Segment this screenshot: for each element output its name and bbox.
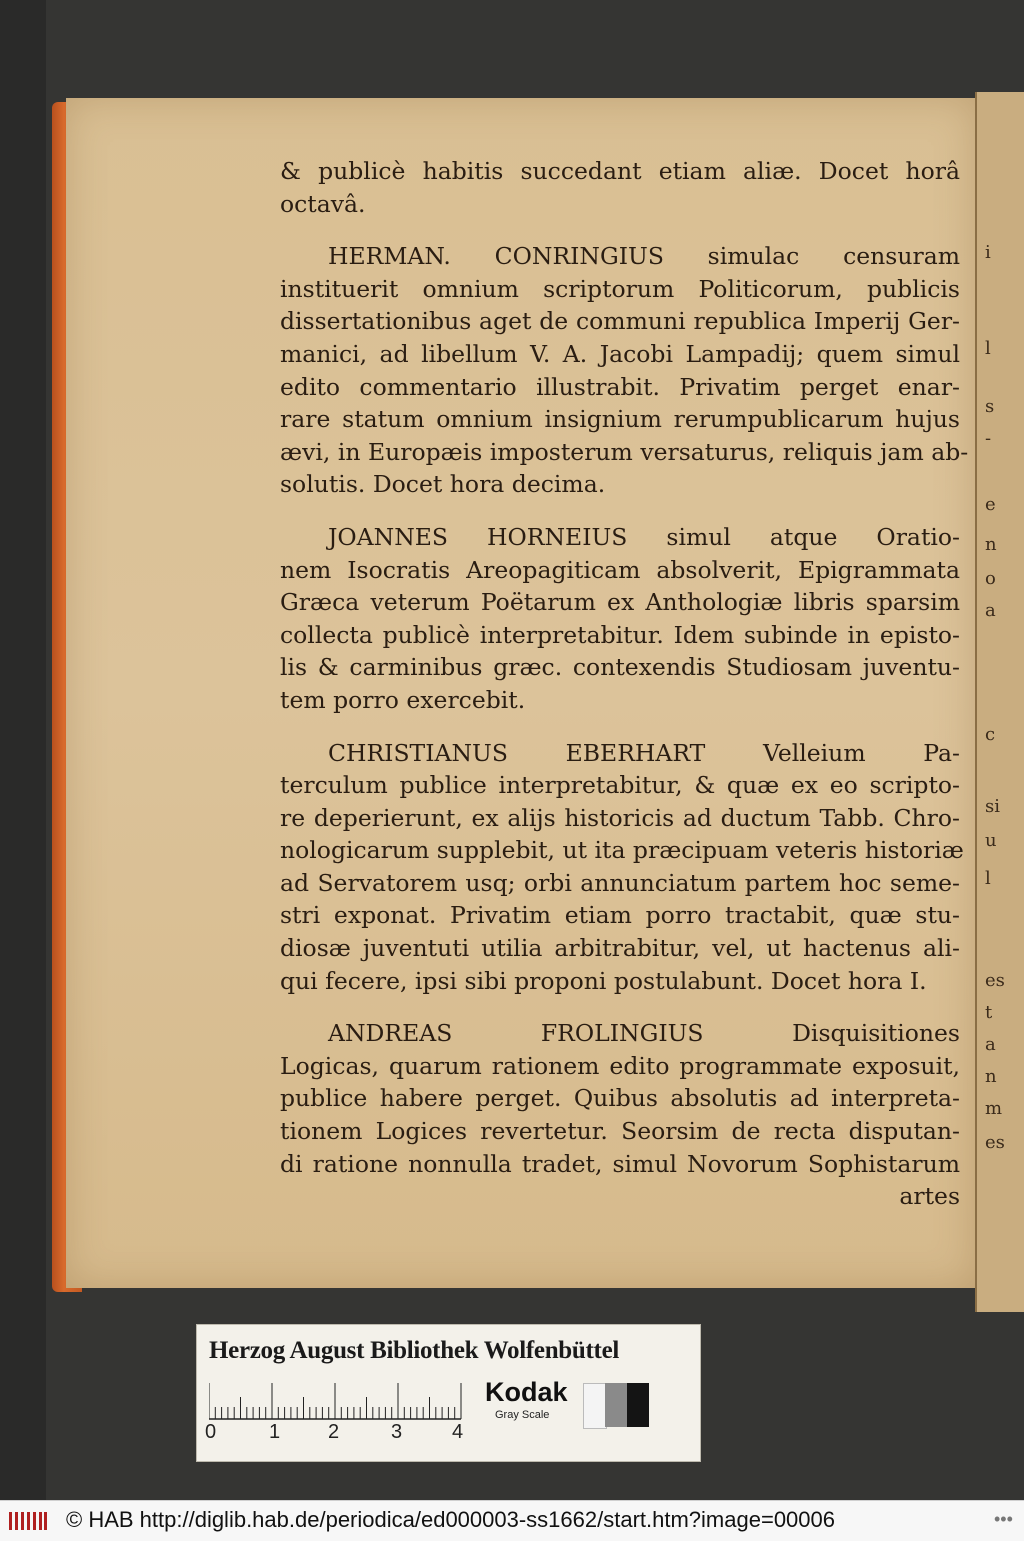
facing-page-fragment: l: [985, 868, 991, 889]
text-line: nologicarum supplebit, ut ita præcipuam veteris historiæ: [280, 836, 964, 865]
facing-page-fragment: -: [985, 428, 992, 449]
facing-page-fragment: o: [985, 568, 996, 589]
gray-swatch-black: [627, 1383, 649, 1427]
kodak-logo: Kodak: [485, 1377, 568, 1407]
facing-page-fragment: es: [985, 1132, 1005, 1153]
ruler-scale: [209, 1379, 471, 1427]
catchword: artes: [899, 1182, 960, 1211]
text-line: dissertationibus aget de communi republica Imperij Ger-: [280, 307, 960, 336]
text-line-heading: ANDREAS FROLINGIUS Disquisitiones: [328, 1019, 960, 1048]
hab-logo-icon: [8, 1510, 48, 1532]
text-line: lis & carminibus græc. contexendis Studiosam juventu-: [280, 653, 960, 682]
text-line: re deperierunt, ex alijs historicis ad ductum Tabb. Chro-: [280, 803, 960, 832]
library-name: Herzog August Bibliothek Wolfenbüttel: [209, 1337, 620, 1364]
gray-swatch-mid: [605, 1383, 627, 1427]
text-line: stri exponat. Privatim etiam porro tractabit, quæ stu-: [280, 901, 960, 930]
facing-page-fragment: n: [985, 534, 997, 555]
facing-page-fragment: s: [985, 396, 995, 417]
text-line: Græca veterum Poëtarum ex Anthologiæ libris sparsim: [280, 588, 960, 617]
facing-page-edge: [975, 92, 1024, 1312]
facing-page-fragment: si: [985, 796, 1000, 817]
text-line: solutis. Docet hora decima.: [280, 470, 606, 499]
text-line: octavâ.: [280, 189, 366, 218]
facing-page-fragment: c: [985, 724, 996, 745]
scale-digit: 4: [452, 1421, 464, 1443]
text-line: diosæ juventuti utilia arbitrabitur, vel, ut hactenus ali-: [280, 934, 960, 963]
facing-page-fragment: a: [985, 600, 996, 621]
facing-page-fragment: m: [985, 1098, 1003, 1119]
scale-digit: 1: [269, 1421, 281, 1443]
text-line: tionem Logices revertetur. Seorsim de recta disputan-: [280, 1117, 960, 1146]
gray-swatch-white: [583, 1383, 607, 1429]
text-line: terculum publice interpretabitur, & quæ ex eo scripto-: [280, 771, 960, 800]
text-line: & publicè habitis succedant etiam aliæ. Docet horâ: [280, 157, 960, 185]
facing-page-fragment: l: [985, 338, 991, 359]
text-line: nem Isocratis Areopagiticam absolverit, Epigrammata: [280, 555, 960, 584]
scale-digit: 3: [391, 1421, 403, 1443]
facing-page-fragment: u: [985, 830, 997, 851]
copyright-url[interactable]: © HAB http://diglib.hab.de/periodica/ed000003-ss1662/start.htm?image=00006: [66, 1507, 835, 1532]
library-label-card: [196, 1324, 701, 1462]
facing-page-fragment: e: [985, 494, 996, 515]
text-line: manici, ad libellum V. A. Jacobi Lampadij; quem simul: [280, 339, 960, 368]
text-line: publice habere perget. Quibus absolutis ad interpreta-: [280, 1084, 960, 1113]
text-line: tem porro exercebit.: [280, 685, 526, 714]
text-line-heading: HERMAN. CONRINGIUS simulac censuram: [328, 242, 960, 271]
facing-page-fragment: a: [985, 1034, 996, 1055]
page-text: [280, 155, 969, 1213]
text-line: qui fecere, ipsi sibi proponi postulabunt. Docet hora I.: [280, 966, 927, 995]
facing-page-fragment: n: [985, 1066, 997, 1087]
text-line-heading: JOANNES HORNEIUS simul atque Oratio-: [328, 522, 960, 551]
facing-page-fragment: es: [985, 970, 1005, 991]
text-line: collecta publicè interpretabitur. Idem subinde in episto-: [280, 620, 960, 649]
text-line: instituerit omnium scriptorum Politicorum, publicis: [280, 274, 960, 303]
text-line-heading: CHRISTIANUS EBERHART Velleium Pa-: [328, 738, 960, 767]
scale-digit: 2: [328, 1421, 340, 1443]
text-line: Logicas, quarum rationem edito programmate exposuit,: [280, 1051, 960, 1080]
text-line: edito commentario illustrabit. Privatim perget enar-: [280, 372, 960, 401]
scan-backdrop-left: [0, 0, 46, 1500]
text-line: rare statum omnium insignium rerumpublicarum hujus: [280, 405, 960, 434]
viewer-footer: [0, 1500, 1024, 1541]
scale-digit: 0: [205, 1421, 217, 1443]
facing-page-fragment: i: [985, 242, 991, 263]
text-line: ævi, in Europæis imposterum versaturus, reliquis jam ab-: [280, 437, 969, 466]
facing-page-fragment: t: [985, 1002, 993, 1023]
text-line: ad Servatorem usq; orbi annunciatum partem hoc seme-: [280, 868, 960, 897]
more-menu-icon[interactable]: •••: [994, 1509, 1013, 1529]
gray-scale-label: Gray Scale: [495, 1409, 550, 1421]
text-line: di ratione nonnulla tradet, simul Novorum Sophistarum: [280, 1149, 960, 1178]
